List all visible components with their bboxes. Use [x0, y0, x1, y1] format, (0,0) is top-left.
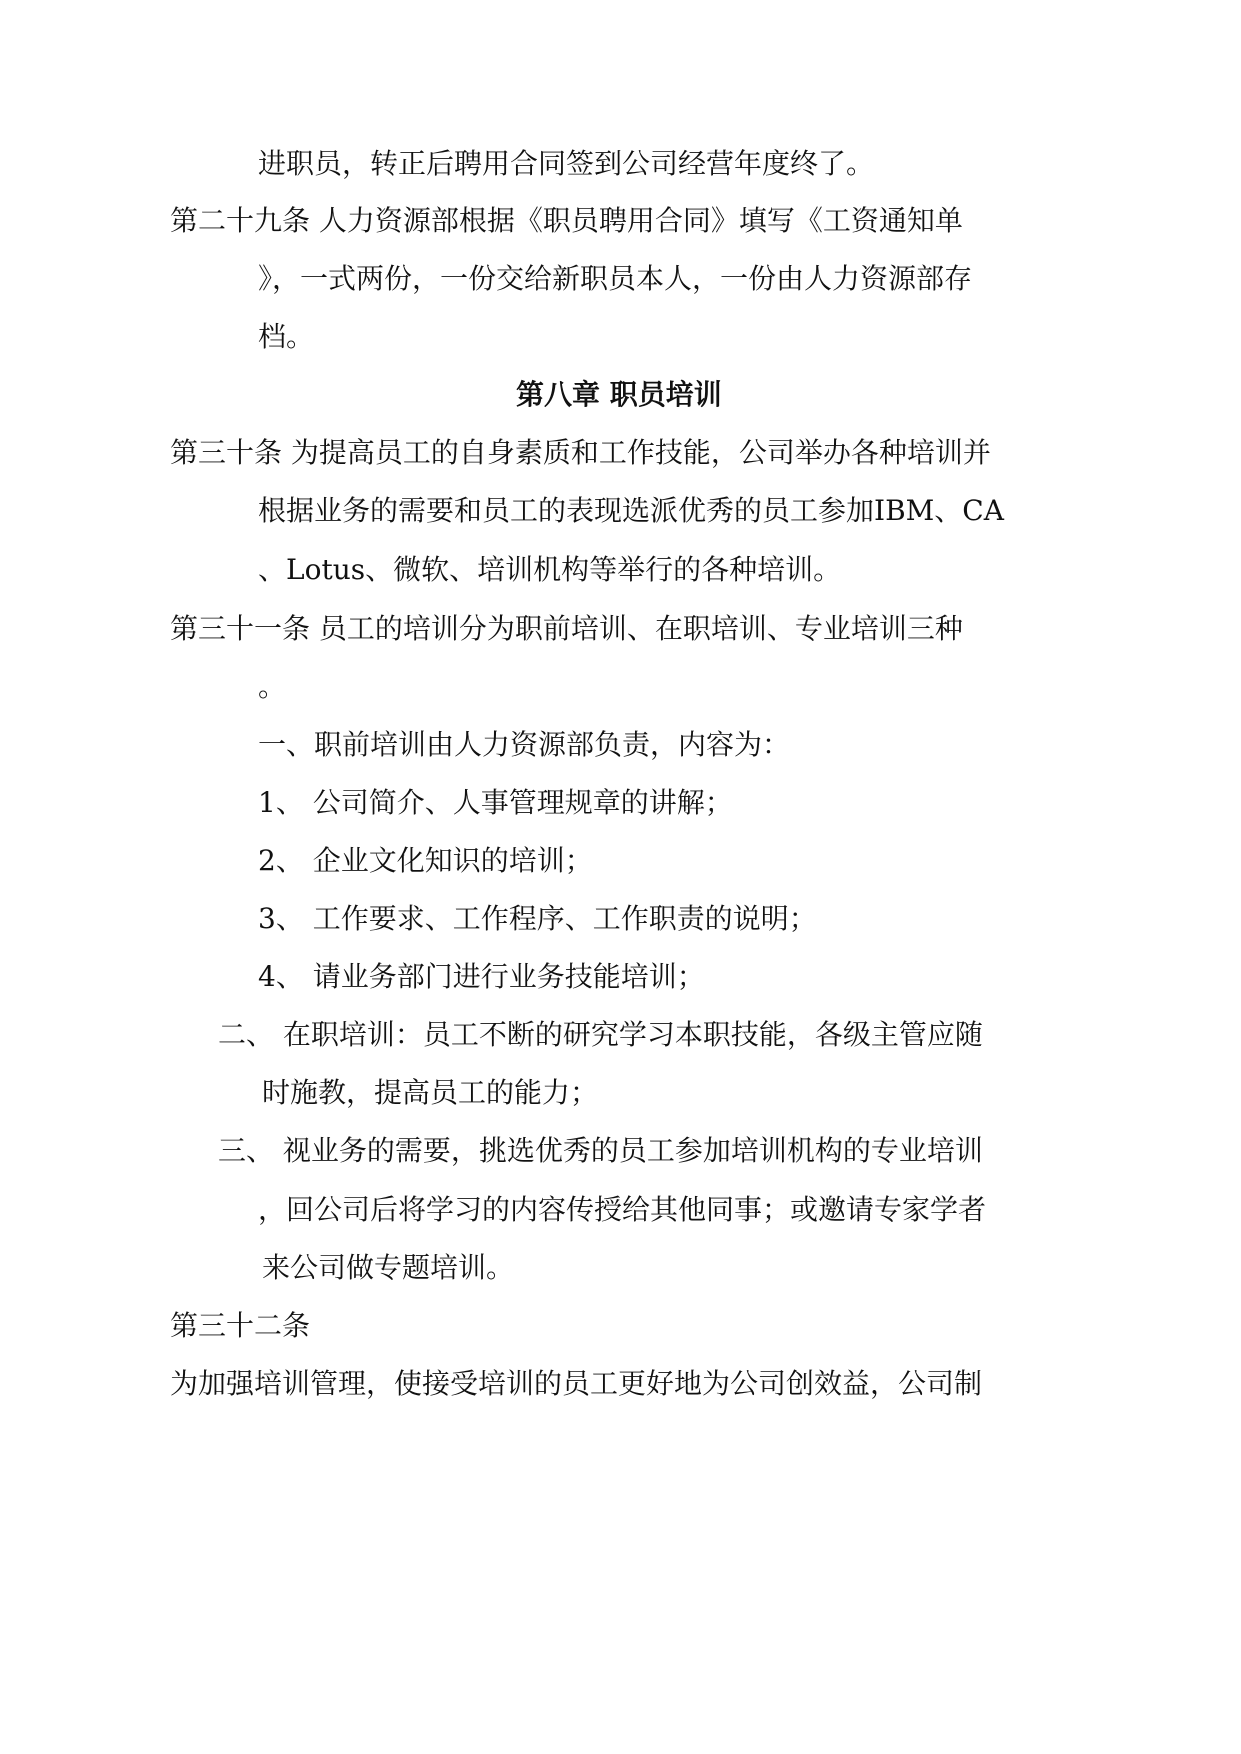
text-line: 进职员，转正后聘用合同签到公司经营年度终了。 [258, 147, 875, 180]
text-line: 来公司做专题培训。 [262, 1251, 515, 1284]
text-line: 为加强培训管理，使接受培训的员工更好地为公司创效益，公司制 [170, 1367, 983, 1400]
article-29-line: 第二十九条 人力资源部根据《职员聘用合同》填写《工资通知单 [170, 204, 963, 237]
list-item: 3、 工作要求、工作程序、工作职责的说明； [258, 902, 817, 935]
text-line: 》，一式两份，一份交给新职员本人，一份由人力资源部存 [258, 262, 973, 295]
list-heading: 一、职前培训由人力资源部负责，内容为： [258, 728, 791, 761]
list-item: 1、 公司简介、人事管理规章的讲解； [258, 786, 733, 819]
article-31-line: 第三十一条 员工的培训分为职前培训、在职培训、专业培训三种 [170, 612, 963, 645]
article-32-line: 第三十二条 [170, 1309, 311, 1342]
list-item: 2、 企业文化知识的培训； [258, 844, 593, 877]
chapter-heading: 第八章 职员培训 [516, 378, 722, 411]
text-line: 、Lotus、微软、培训机构等举行的各种培训。 [258, 553, 842, 586]
list-heading: 三、 视业务的需要，挑选优秀的员工参加培训机构的专业培训 [218, 1134, 983, 1167]
list-item: 4、 请业务部门进行业务技能培训； [258, 960, 705, 993]
text-line: 根据业务的需要和员工的表现选派优秀的员工参加IBM、CA [258, 494, 1004, 527]
text-line: 时施教，提高员工的能力； [262, 1076, 599, 1109]
text-line: ，回公司后将学习的内容传授给其他同事；或邀请专家学者 [258, 1193, 987, 1226]
text-line: 档。 [258, 320, 315, 353]
text-line: 。 [258, 670, 287, 703]
list-heading: 二、 在职培训：员工不断的研究学习本职技能，各级主管应随 [218, 1018, 983, 1051]
article-30-line: 第三十条 为提高员工的自身素质和工作技能，公司举办各种培训并 [170, 436, 991, 469]
